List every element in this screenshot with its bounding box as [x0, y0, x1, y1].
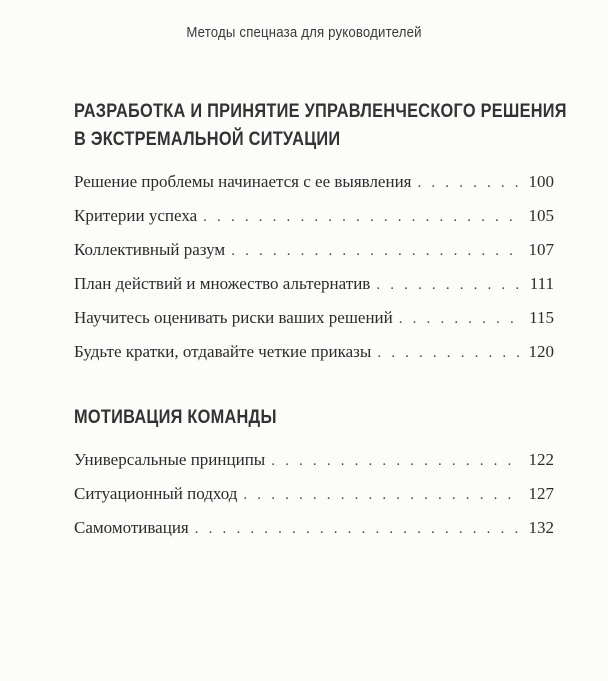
toc-entry-title: Решение проблемы начинается с ее выявления [74, 172, 412, 191]
toc-entry-title: Будьте кратки, отдавайте четкие приказы [74, 342, 372, 361]
toc-entry[interactable] [74, 172, 554, 206]
toc-entry-title: Научитесь оценивать риски ваших решений [74, 308, 393, 327]
section-heading [74, 404, 487, 432]
dot-leader [243, 487, 522, 504]
toc-entry[interactable] [74, 450, 554, 484]
toc-section-decision-making [74, 98, 567, 376]
toc-entry-page: 105 [528, 206, 554, 225]
toc-entry[interactable] [74, 308, 554, 342]
section-heading-line: МОТИВАЦИЯ КОМАНДЫ [74, 407, 277, 428]
toc-entry-page: 100 [528, 172, 554, 191]
toc-entry[interactable] [74, 484, 554, 518]
dot-leader [271, 453, 522, 470]
toc-entry-page: 111 [529, 274, 554, 293]
dot-leader [418, 175, 523, 192]
dot-leader [399, 311, 522, 328]
section-heading [74, 98, 567, 154]
toc-entry-page: 132 [528, 518, 554, 537]
dot-leader [195, 521, 522, 538]
toc-entry[interactable] [74, 240, 554, 274]
toc-section-team-motivation [74, 404, 554, 552]
toc-entry-title: Коллективный разум [74, 240, 226, 259]
dot-leader [377, 345, 522, 362]
toc-entry-title: Самомотивация [74, 518, 189, 537]
section-heading-line: РАЗРАБОТКА И ПРИНЯТИЕ УПРАВЛЕНЧЕСКОГО РЕШЕНИЯ [74, 101, 567, 122]
toc-entry-title: Критерии успеха [74, 206, 198, 225]
toc-entry[interactable] [74, 206, 554, 240]
dot-leader [376, 277, 522, 294]
toc-entry[interactable] [74, 342, 554, 376]
toc-entry-page: 122 [528, 450, 554, 469]
section-heading-line: В ЭКСТРЕМАЛЬНОЙ СИТУАЦИИ [74, 129, 341, 150]
toc-entry-title: Ситуационный подход [74, 484, 238, 503]
toc-list [74, 172, 554, 376]
toc-entry[interactable] [74, 518, 554, 552]
toc-entry-page: 127 [528, 484, 554, 503]
toc-entry-page: 120 [528, 342, 554, 361]
toc-entry-title: План действий и множество альтернатив [74, 274, 371, 293]
dot-leader [203, 209, 522, 226]
toc-list [74, 450, 554, 552]
toc-entry-page: 107 [528, 240, 554, 259]
toc-entry[interactable] [74, 274, 554, 308]
running-head: Методы спецназа для руководителей [186, 24, 422, 41]
toc-entry-page: 115 [529, 308, 554, 327]
dot-leader [231, 243, 522, 260]
toc-entry-title: Универсальные принципы [74, 450, 266, 469]
